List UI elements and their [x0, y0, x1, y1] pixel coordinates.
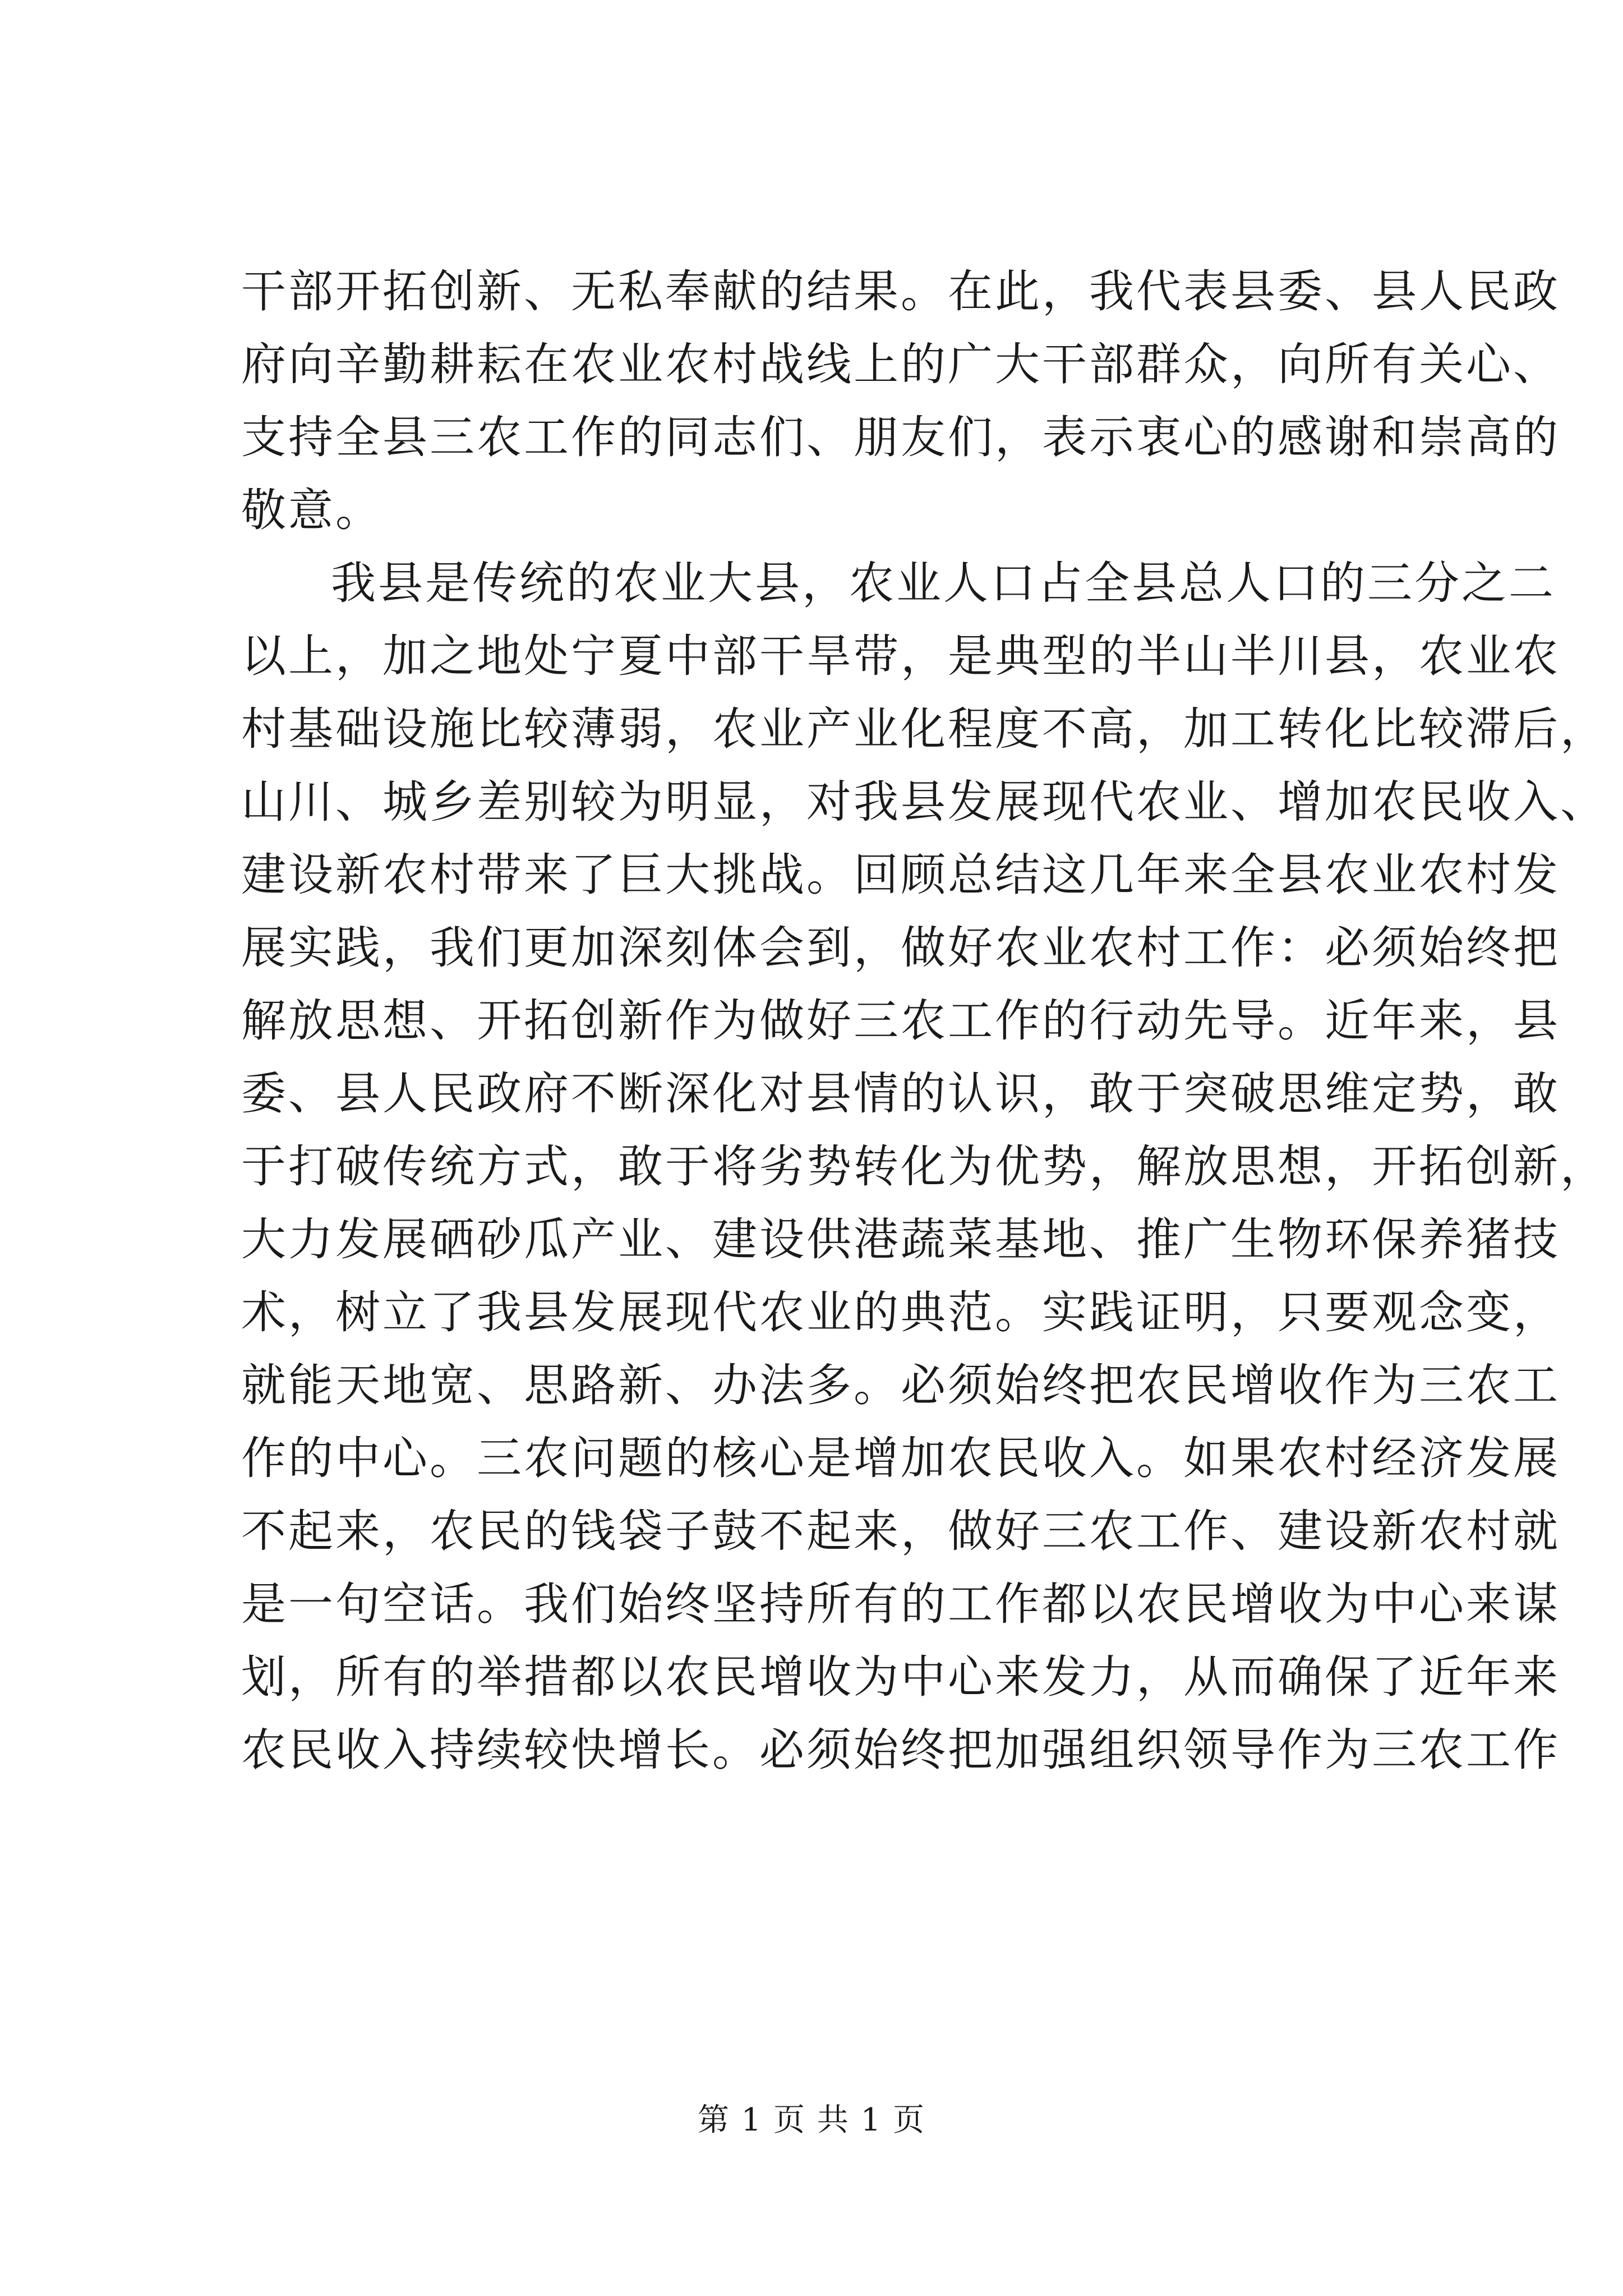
text-line: 大力发展硒砂瓜产业、建设供港蔬菜基地、推广生物环保养猪技	[241, 1213, 1560, 1266]
text-line: 于打破传统方式，敢于将劣势转化为优势，解放思想，开拓创新，	[241, 1140, 1607, 1193]
text-line: 干部开拓创新、无私奉献的结果。在此，我代表县委、县人民政	[241, 265, 1560, 318]
text-line: 展实践，我们更加深刻体会到，做好农业农村工作：必须始终把	[241, 922, 1560, 974]
text-line: 山川、城乡差别较为明显，对我县发展现代农业、增加农民收入、	[241, 776, 1607, 828]
text-line: 农民收入持续较快增长。必须始终把加强组织领导作为三农工作	[241, 1724, 1560, 1776]
text-line: 以上，加之地处宁夏中部干旱带，是典型的半山半川县，农业农	[241, 630, 1560, 682]
text-line: 支持全县三农工作的同志们、朋友们，表示衷心的感谢和崇高的	[241, 411, 1560, 463]
text-line: 解放思想、开拓创新作为做好三农工作的行动先导。近年来，县	[241, 995, 1560, 1047]
text-line: 就能天地宽、思路新、办法多。必须始终把农民增收作为三农工	[241, 1359, 1560, 1411]
text-line: 是一句空话。我们始终坚持所有的工作都以农民增收为中心来谋	[241, 1578, 1560, 1630]
text-line: 敬意。	[241, 484, 382, 536]
text-line: 划，所有的举措都以农民增收为中心来发力，从而确保了近年来	[241, 1651, 1560, 1703]
text-line: 村基础设施比较薄弱，农业产业化程度不高，加工转化比较滞后，	[241, 703, 1607, 755]
text-line: 不起来，农民的钱袋子鼓不起来，做好三农工作、建设新农村就	[241, 1505, 1560, 1557]
text-line: 我县是传统的农业大县，农业人口占全县总人口的三分之二	[331, 557, 1556, 609]
text-line: 委、县人民政府不断深化对县情的认识，敢于突破思维定势，敢	[241, 1068, 1560, 1120]
text-line: 作的中心。三农问题的核心是增加农民收入。如果农村经济发展	[241, 1432, 1560, 1484]
text-line: 府向辛勤耕耘在农业农村战线上的广大干部群众，向所有关心、	[241, 338, 1560, 390]
text-line: 术，树立了我县发展现代农业的典范。实践证明，只要观念变，	[241, 1286, 1560, 1338]
body-text	[241, 255, 1607, 1787]
page-number-footer: 第 1 页 共 1 页	[697, 2102, 926, 2138]
text-line: 建设新农村带来了巨大挑战。回顾总结这几年来全县农业农村发	[241, 849, 1560, 901]
